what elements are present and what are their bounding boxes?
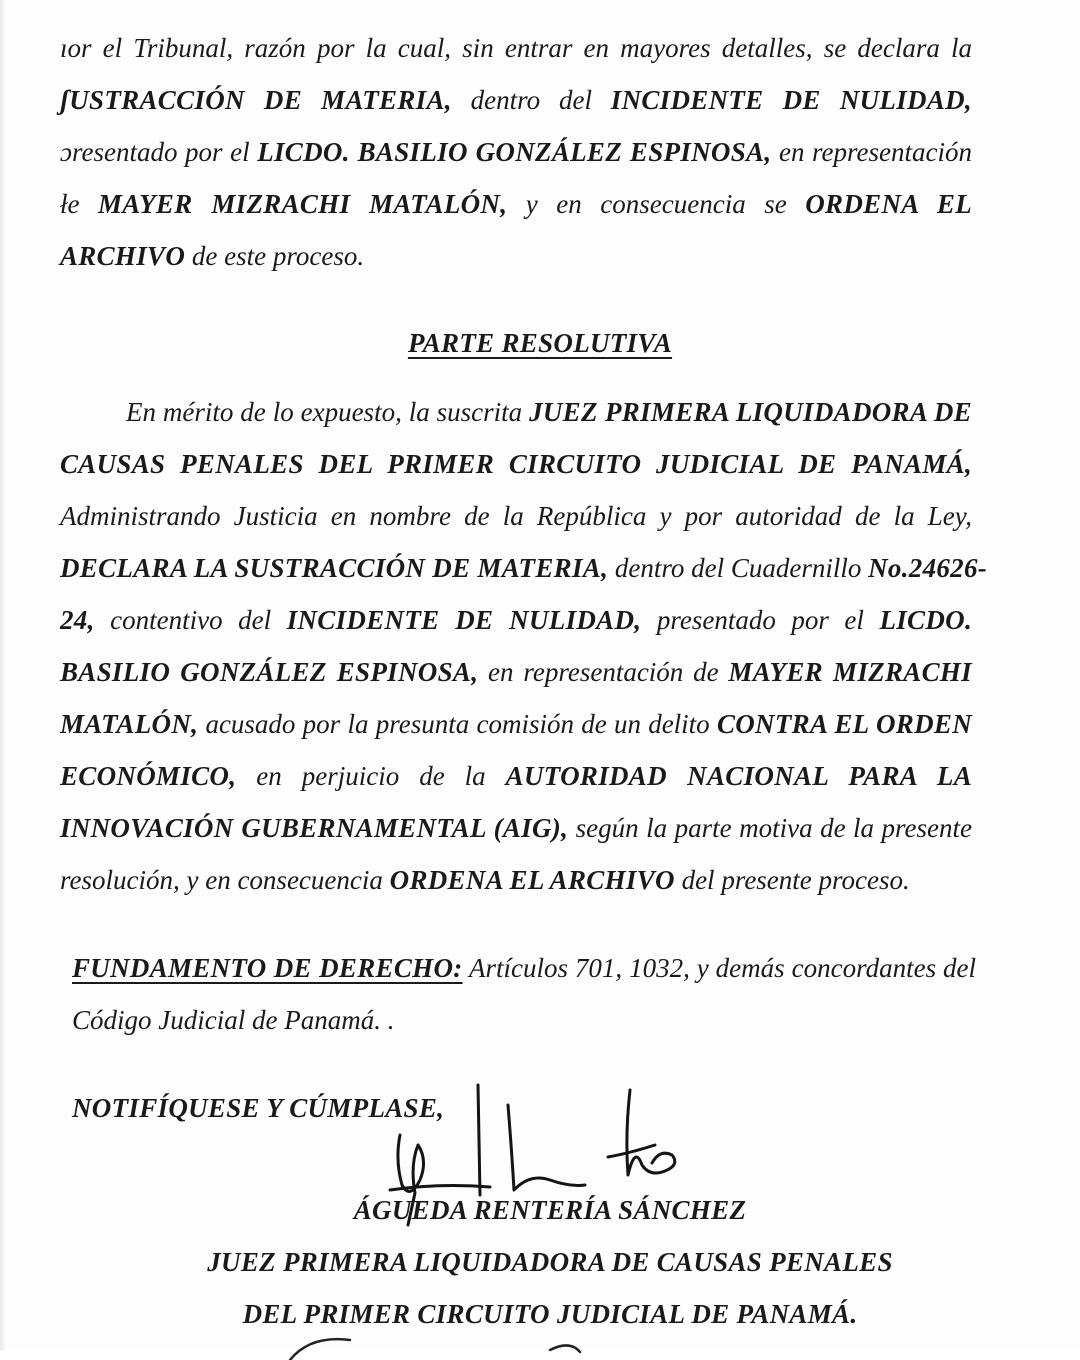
text-line <box>60 126 972 178</box>
text-run: acusado por la presunta comisión de un delito <box>198 709 717 739</box>
text-run: presentado por el <box>641 605 880 635</box>
text-run: dentro del Cuadernillo <box>608 553 869 583</box>
fundamento-line-2 <box>72 994 976 1046</box>
text-run: resolución, y en consecuencia <box>60 865 390 895</box>
text-run: en representación <box>771 137 972 167</box>
paragraph-resolutiva <box>60 386 988 906</box>
bold-text-run: CAUSAS PENALES DEL PRIMER CIRCUITO JUDICIAL DE PANAMÁ, <box>60 449 972 479</box>
text-line <box>60 22 972 74</box>
text-run: contentivo del <box>94 605 287 635</box>
text-run: dentro del <box>451 85 611 115</box>
fundamento-label: FUNDAMENTO DE DERECHO: <box>72 953 463 983</box>
text-line <box>60 230 972 282</box>
text-line <box>60 490 972 542</box>
signatory-name-line <box>0 1184 1080 1236</box>
text-line <box>60 438 972 490</box>
text-line <box>60 178 972 230</box>
signatory-title-2: DEL PRIMER CIRCUITO JUDICIAL DE PANAMÁ. <box>242 1299 858 1329</box>
fundamento-line-1 <box>72 942 976 994</box>
scan-margin-shadow <box>0 0 6 1350</box>
text-run: en representación de <box>478 657 729 687</box>
bold-text-run: INCIDENTE DE NULIDAD, <box>610 85 972 115</box>
section-heading <box>0 318 1080 368</box>
bold-text-run: ORDENA EL ARCHIVO <box>389 865 675 895</box>
fundamento-paragraph <box>72 942 976 1046</box>
fundamento-text-1: Artículos 701, 1032, y demás concordantes del <box>462 953 976 983</box>
signatory-title-line-2 <box>0 1288 1080 1340</box>
paragraph-top <box>60 22 972 282</box>
text-run: łe <box>60 189 98 219</box>
closing-text: NOTIFÍQUESE Y CÚMPLASE, <box>72 1093 445 1123</box>
section-heading-text: PARTE RESOLUTIVA <box>407 328 673 358</box>
closing-line <box>72 1082 444 1134</box>
text-run: en perjuicio de la <box>236 761 506 791</box>
text-line <box>60 646 972 698</box>
bold-text-run: ARCHIVO <box>60 241 186 271</box>
bold-text-run: BASILIO GONZÁLEZ ESPINOSA, <box>60 657 479 687</box>
bold-text-run: JUEZ PRIMERA LIQUIDADORA DE <box>529 397 972 427</box>
text-run: y en consecuencia se <box>507 189 806 219</box>
bold-text-run: LICDO. <box>879 605 972 635</box>
bold-text-run: MAYER MIZRACHI MATALÓN, <box>98 189 508 219</box>
bold-text-run: INCIDENTE DE NULIDAD, <box>286 605 642 635</box>
bold-text-run: LICDO. BASILIO GONZÁLEZ ESPINOSA, <box>257 137 772 167</box>
bold-text-run: ECONÓMICO, <box>60 761 237 791</box>
text-run: ɔresentado por el <box>60 137 258 167</box>
text-line <box>60 386 972 438</box>
signatory-title-line-1 <box>0 1236 1080 1288</box>
text-line <box>60 74 972 126</box>
bold-text-run: No.24626- <box>868 553 988 583</box>
text-run: ıor el Tribunal, razón por la cual, sin entrar en mayores detalles, se declara la <box>60 33 972 63</box>
bold-text-run: ʃUSTRACCIÓN DE MATERIA, <box>60 85 452 115</box>
bold-text-run: 24, <box>60 605 95 635</box>
text-line <box>60 750 972 802</box>
signatory-title-1: JUEZ PRIMERA LIQUIDADORA DE CAUSAS PENALES <box>207 1247 893 1277</box>
text-line <box>60 854 972 906</box>
text-line <box>60 802 972 854</box>
text-run: de este proceso. <box>185 241 365 271</box>
text-run: En mérito de lo expuesto, la suscrita <box>126 397 530 427</box>
text-run: según la parte motiva de la presente <box>568 813 973 843</box>
bold-text-run: MAYER MIZRACHI <box>728 657 972 687</box>
bold-text-run: INNOVACIÓN GUBERNAMENTAL (AIG), <box>60 813 569 843</box>
signatory-name: ÁGUEDA RENTERÍA SÁNCHEZ <box>353 1195 747 1225</box>
bold-text-run: MATALÓN, <box>60 709 199 739</box>
text-run: Administrando Justicia en nombre de la República y por autoridad de la Ley, <box>60 501 972 531</box>
text-run: del presente proceso. <box>674 865 910 895</box>
bold-text-run: DECLARA LA SUSTRACCIÓN DE MATERIA, <box>60 553 609 583</box>
bold-text-run: CONTRA EL ORDEN <box>716 709 973 739</box>
bold-text-run: ORDENA EL <box>805 189 972 219</box>
text-line <box>60 698 972 750</box>
bold-text-run: AUTORIDAD NACIONAL PARA LA <box>505 761 972 791</box>
text-line <box>60 594 972 646</box>
text-line <box>60 542 988 594</box>
fundamento-text-2: Código Judicial de Panamá. . <box>72 1005 395 1035</box>
